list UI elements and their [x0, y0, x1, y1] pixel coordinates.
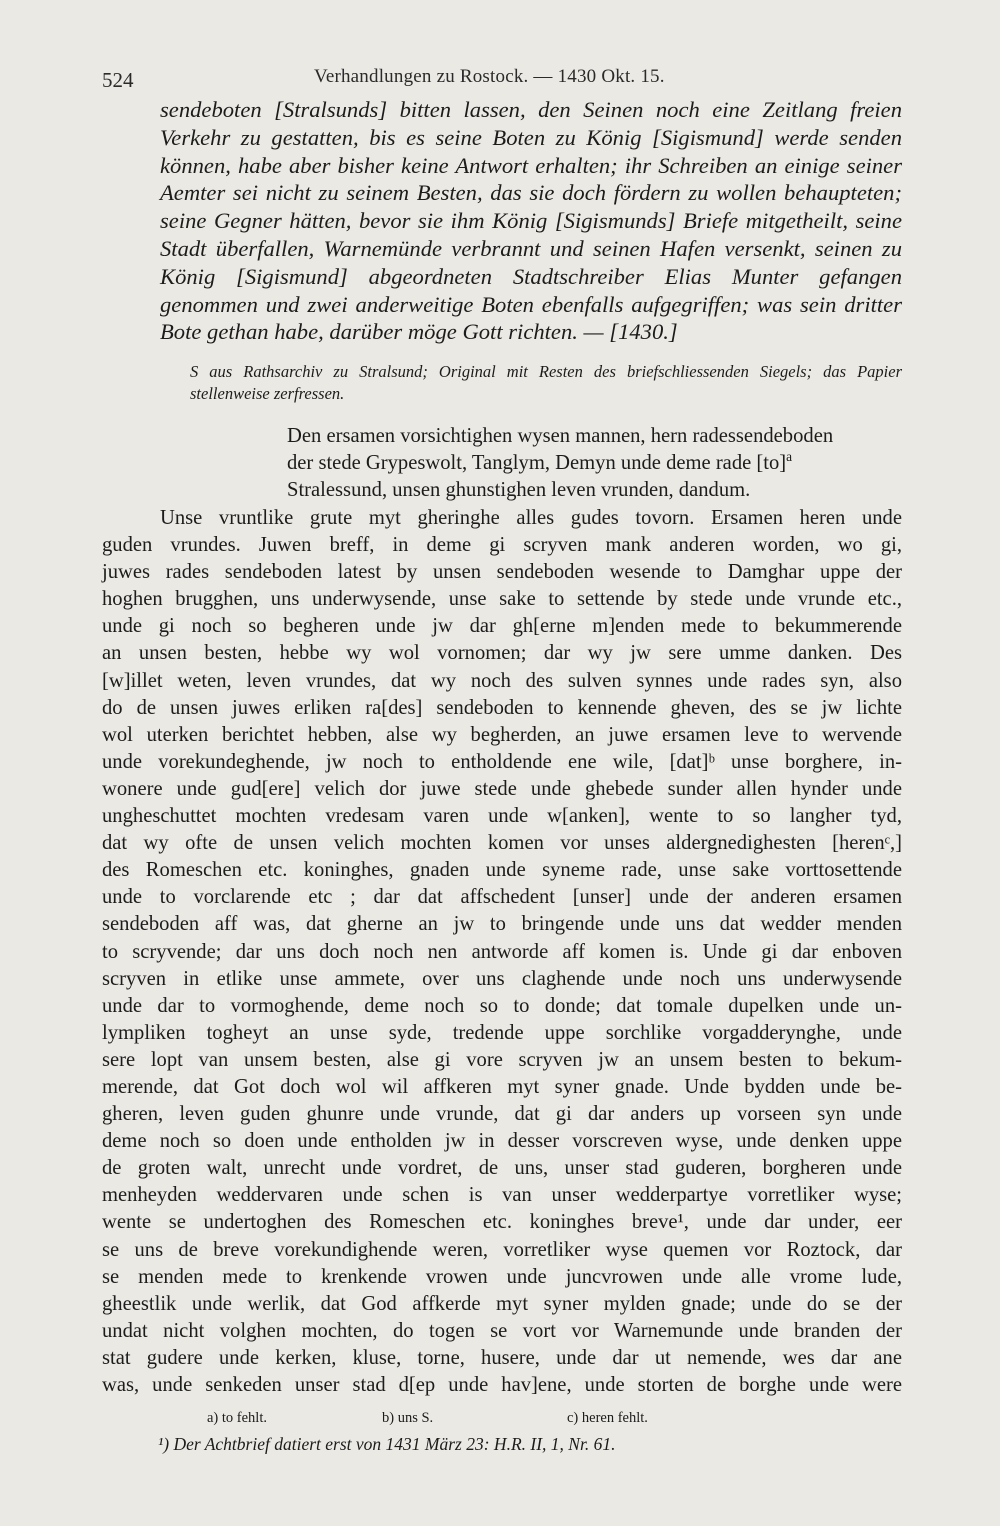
body-line: sendeboden aff was, dat gherne an jw to bringende unde uns dat wedder menden: [102, 913, 902, 936]
textual-footnotes: [207, 1410, 767, 1430]
footnote-a: a) to fehlt.: [207, 1410, 267, 1426]
letter-address: [287, 423, 902, 503]
body-line: merende, dat Got doch wol wil affkeren myt syner gnade. Unde bydden unde be-: [102, 1075, 902, 1098]
body-line: was, unde senkeden unser stad d[ep unde hav]ene, unde storten de borghe unde were: [102, 1374, 902, 1396]
body-line: unde to vorclarende etc ; dar dat affschedent [unser] unde der anderen ersamen: [102, 886, 902, 909]
body-line: ungheschuttet mochten vredesam varen unde w[anken], wente to so langher tyd,: [102, 805, 902, 828]
body-line: unde dar to vormoghende, deme noch so to donde; dat tomale dupelken unde un-: [102, 994, 902, 1017]
source-paragraph: S aus Rathsarchiv zu Stralsund; Original mit Resten des briefschliessenden Siegels; das Papier stellenweise zerfressen.: [190, 362, 902, 403]
body-line: undat nicht volghen mochten, do togen se vort vor Warnemunde unde branden der: [102, 1319, 902, 1342]
address-line: Stralessund, unsen ghunstighen leven vrunden, dandum.: [287, 478, 751, 501]
body-line: an unsen besten, hebbe wy wol vornomen; dar wy jw sere umme danken. Des: [102, 642, 902, 665]
body-line: stat gudere unde kerken, kluse, torne, husere, unde dar ut nemende, wes dar ane: [102, 1346, 902, 1369]
body-line: guden vrundes. Juwen breff, in deme gi scryven mank anderen worden, wo gi,: [102, 534, 902, 557]
page-header: [102, 60, 902, 90]
body-line: unde vorekundeghende, jw noch to entholdende ene wile, [dat]ᵇ unse borghere, in-: [102, 750, 902, 773]
body-line: gheren, leven guden ghunre unde vrunde, dat gi dar anders up vorseen syn unde: [102, 1103, 902, 1126]
body-line: deme noch so doen unde entholden jw in desser vorscreven wyse, unde denken uppe: [102, 1130, 902, 1153]
body-line: des Romeschen etc. koninghes, gnaden unde syneme rade, unse sake vorttosettende: [102, 859, 902, 882]
regest-paragraph: sendeboten [Stralsunds] bitten lassen, den Seinen noch eine Zeitlang freien Verkehr zu gestatten, bis es seine Boten zu König [Sigismund] werde senden können, habe aber bisher keine Antwort erhalten; ihr Schreiben an einige seiner Aemter sei nicht zu seinem Besten, das sie doch fördern zu wollen behaupteten; seine Gegner hätten, bevor sie ihm König [Sigismunds] Briefe mitgetheilt, seine Stadt überfallen, Warnemünde verbrannt und seinen Hafen versenkt, seinen zu König [Sigismund] abgeordneten Stadtschreiber Elias Munter gefangen genommen und zwei anderweitige Boten ebenfalls aufgegriffen; was sein dritter Bote gethan habe, darüber möge Gott richten. — [1430.]: [160, 97, 902, 345]
address-line-text: der stede Grypeswolt, Tanglym, Demyn unde deme rade [to]: [287, 451, 787, 474]
body-line: Unse vruntlike grute myt gheringhe alles gudes tovorn. Ersamen heren unde: [160, 507, 902, 529]
body-line: dat wy ofte de unsen velich mochten komen vor unses aldergnedighesten [herenᶜ,]: [102, 832, 902, 855]
footnote-c: c) heren fehlt.: [567, 1410, 648, 1426]
source-note: [190, 361, 902, 405]
address-line: [287, 450, 902, 477]
letter-body: [102, 505, 902, 1399]
body-line: scryven in etlike unse ammete, over uns claghende unde noch uns underwysende: [102, 967, 902, 990]
body-line: juwes rades sendeboden latest by unsen sendeboden wesende to Damghar uppe der: [102, 561, 902, 584]
footnote-b: b) uns S.: [382, 1410, 434, 1426]
body-line: de groten walt, unrecht unde vordret, de uns, unser stad guderen, borgheren unde: [102, 1157, 902, 1180]
body-line: gheestlik unde werlik, dat God affkerde myt syner mylden gnade; unde do se der: [102, 1292, 902, 1315]
body-line: hoghen brugghen, uns underwysende, unse sake to settende by stede unde vrunde etc.,: [102, 588, 902, 611]
body-line: wol uterken berichtet hebben, alse wy begherden, an juwe ersamen leve to wervende: [102, 723, 902, 746]
address-line: Den ersamen vorsichtighen wysen mannen, hern radessendeboden: [287, 425, 834, 447]
footnote-1: ¹) Der Achtbrief datiert erst von 1431 März 23: H.R. II, 1, Nr. 61.: [158, 1434, 616, 1454]
body-line: wente se undertoghen des Romeschen etc. koninghes breve¹, unde dar under, eer: [102, 1211, 902, 1234]
body-line: wonere unde gud[ere] velich dor juwe stede unde ghebede sunder allen hynder unde: [102, 777, 902, 800]
body-line: menheyden weddervaren unde schen is van unser wedderpartye vorretliker wyse;: [102, 1184, 902, 1207]
body-line: [w]illet weten, leven vrundes, dat wy noch des sulven synnes unde rades syn, also: [102, 669, 902, 692]
body-line: to scryvende; dar uns doch noch nen antworde aff komen is. Unde gi dar enboven: [102, 940, 902, 963]
running-title: Verhandlungen zu Rostock. — 1430 Okt. 15.: [314, 66, 665, 87]
body-line: sere lopt van unsem besten, alse gi vore scryven jw an unsem besten to bekum-: [102, 1048, 902, 1071]
regest-summary: [160, 96, 902, 346]
footnote-marker-a: a: [786, 448, 793, 464]
page-number: 524: [102, 68, 134, 92]
body-line: se menden mede to krenkende vrowen unde juncvrowen unde alle vrome lude,: [102, 1265, 902, 1288]
body-line: do de unsen juwes erliken ra[des] sendeboden to kennende gheven, des se jw lichte: [102, 696, 902, 719]
body-line: lympliken togheyt an unse syde, tredende uppe sorchlike vorgadderynghe, unde: [102, 1021, 902, 1044]
body-line: se uns de breve vorekundighende weren, vorretliker wyse quemen vor Roztock, dar: [102, 1238, 902, 1261]
body-line: unde gi noch so begheren unde jw dar gh[erne m]enden mede to bekummerende: [102, 615, 902, 638]
